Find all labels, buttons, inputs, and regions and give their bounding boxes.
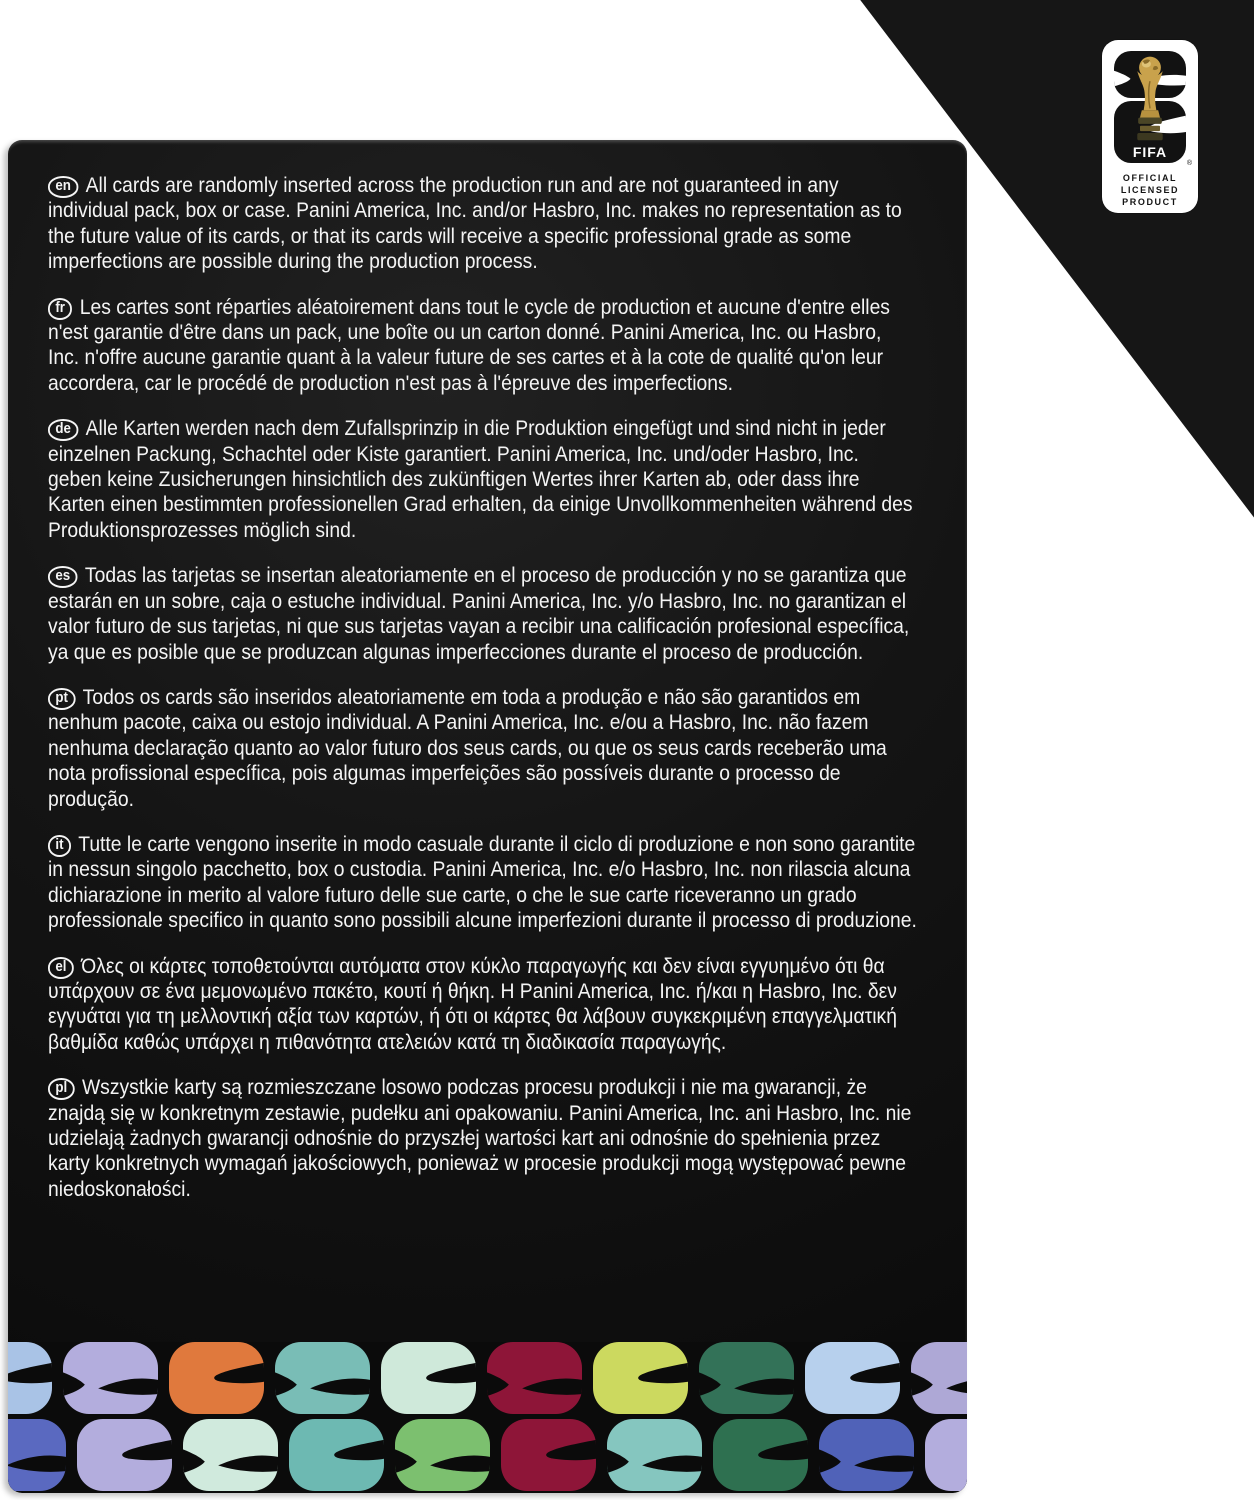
official-licensed-product-label bbox=[1102, 172, 1198, 208]
disclaimer-paragraph-it bbox=[48, 832, 917, 934]
pattern-glyph-2 bbox=[275, 1342, 370, 1414]
pattern-glyph-6 bbox=[8, 1342, 52, 1414]
disclaimer-paragraph-es bbox=[48, 563, 917, 665]
disclaimer-text-es: Todas las tarjetas se insertan aleatoriamente en el proceso de producción y no se garantiza que estarán en un sobre, caja o estuche individual. Panini America, Inc. y/o Hasbro, Inc. no garantizan el valor futuro de sus tarjetas, ni que sus tarjetas vayan a recibir una calificación profesional específica, ya que es posible que se produzcan algunas imperfecciones durante el proceso de producción. bbox=[48, 564, 910, 664]
language-badge-es: es bbox=[48, 566, 78, 588]
disclaimer-paragraph-en bbox=[48, 173, 917, 275]
pattern-glyph-6 bbox=[713, 1419, 808, 1491]
pattern-glyph-2 bbox=[607, 1419, 702, 1491]
pattern-glyph-2 bbox=[819, 1419, 914, 1491]
pattern-glyph-6 bbox=[805, 1342, 900, 1414]
pattern-glyph-6 bbox=[289, 1419, 384, 1491]
pattern-glyph-2 bbox=[395, 1419, 490, 1491]
fifa-official-licensed-badge bbox=[1102, 40, 1198, 213]
language-badge-pl: pl bbox=[48, 1078, 75, 1100]
disclaimer-text-pt: Todos os cards são inseridos aleatoriamente em toda a produção e não são garantidos em nenhum pacote, caixa ou estojo individual. A Panini America, Inc. e/ou a Hasbro, Inc. não fazem nenhuma declaração quanto ao valor futuro dos seus cards, ou que os seus cards receberão uma nota profissional específica, pois algumas imperfeições são possíveis durante o processo de produção. bbox=[48, 685, 887, 811]
pattern-glyph-6 bbox=[925, 1419, 967, 1491]
pattern-glyph-6 bbox=[593, 1342, 688, 1414]
disclaimer-text-block bbox=[8, 140, 967, 1202]
olp-line-3: PRODUCT bbox=[1122, 197, 1178, 207]
olp-line-1: OFFICIAL bbox=[1122, 173, 1178, 183]
pattern-glyph-2 bbox=[63, 1342, 158, 1414]
disclaimer-paragraph-fr bbox=[48, 295, 917, 397]
box-back-panel bbox=[8, 140, 967, 1493]
disclaimer-text-el: Όλες οι κάρτες τοποθετούνται αυτόματα στον κύκλο παραγωγής και δεν είναι εγγυημένο ότι θα υπάρχουν σε ένα μεμονωμένο πακέτο, κουτί ή θήκη. Η Panini America, Inc. ή/και η Hasbro, Inc. δεν εγγυάται για τη μελλοντική αξία των καρτών, ή ότι οι κάρτες θα λάβουν συγκεκριμένη επαγγελματική βαθμίδα καθώς υπάρχει η πιθανότητα ατελειών κατά τη διαδικασία παραγωγής. bbox=[48, 954, 897, 1054]
pattern-glyph-6 bbox=[169, 1342, 264, 1414]
olp-line-2: LICENSED bbox=[1120, 185, 1180, 195]
language-badge-en: en bbox=[48, 176, 78, 198]
disclaimer-text-pl: Wszystkie karty są rozmieszczane losowo podczas procesu produkcji i nie ma gwarancji, że znajdą się w konkretnym zestawie, pudełku ani opakowaniu. Panini America, Inc. ani Hasbro, Inc. nie udzielają żadnych gwarancji odnośnie do przyszłej wartości kart ani odnośnie do spełnienia przez karty konkretnych wymagań jakościowych, ponieważ w procesie produkcji mogą występować pewne niedoskonałości. bbox=[48, 1076, 912, 1201]
pattern-glyph-6 bbox=[381, 1342, 476, 1414]
disclaimer-text-de: Alle Karten werden nach dem Zufallsprinzip in die Produktion eingefügt und sind nicht in jeder einzelnen Packung, Schachtel oder Kiste garantiert. Panini America, Inc. und/oder Hasbro, Inc. geben keine Zusicherungen hinsichtlich des zukünftigen Wertes ihrer Karten ab, oder dass ihre Karten einen bestimmten professionellen Grad erhalten, da einige Unvollkommenheiten während des Produktionsprozesses möglich sind. bbox=[48, 417, 913, 542]
pattern-glyph-2 bbox=[183, 1419, 278, 1491]
world-cup-trophy-icon bbox=[1130, 53, 1170, 153]
disclaimer-paragraph-pl bbox=[48, 1075, 917, 1202]
pattern-glyph-2 bbox=[699, 1342, 794, 1414]
fifa-26-pattern-band bbox=[8, 1342, 967, 1491]
pattern-glyph-6 bbox=[501, 1419, 596, 1491]
pattern-row-top bbox=[8, 1342, 967, 1414]
pattern-glyph-2 bbox=[487, 1342, 582, 1414]
language-badge-fr: fr bbox=[48, 298, 72, 320]
disclaimer-text-en: All cards are randomly inserted across the production run and are not guaranteed in any individual pack, box or case. Panini America, Inc. and/or Hasbro, Inc. makes no representation as to the future value of its cards, or that its cards will receive a specific professional grade as some imperfections are possible during the production process. bbox=[48, 174, 902, 274]
fifa-wordmark: FIFA bbox=[1132, 144, 1168, 160]
registered-trademark-symbol: ® bbox=[1186, 160, 1192, 167]
pattern-row-bottom bbox=[8, 1419, 967, 1491]
language-badge-de: de bbox=[48, 419, 78, 441]
language-badge-el: el bbox=[48, 957, 74, 979]
fifa-26-logo bbox=[1114, 51, 1192, 167]
language-badge-it: it bbox=[48, 835, 71, 857]
pattern-glyph-2 bbox=[911, 1342, 967, 1414]
disclaimer-paragraph-el bbox=[48, 954, 917, 1056]
disclaimer-paragraph-pt bbox=[48, 685, 917, 812]
disclaimer-text-it: Tutte le carte vengono inserite in modo casuale durante il ciclo di produzione e non sono garantite in nessun singolo pacchetto, box o custodia. Panini America, Inc. e/o Hasbro, Inc. non rilascia alcuna dichiarazione in merito al valore futuro delle sue carte, o che le sue carte riceveranno un grado professionale specifico in quanto sono possibili alcune imperfezioni durante il processo di produzione. bbox=[48, 832, 917, 933]
language-badge-pt: pt bbox=[48, 688, 75, 710]
disclaimer-paragraph-de bbox=[48, 416, 917, 543]
pattern-glyph-6 bbox=[77, 1419, 172, 1491]
disclaimer-text-fr: Les cartes sont réparties aléatoirement dans tout le cycle de production et aucune d'entre elles n'est garantie d'être dans un pack, une boîte ou un carton donné. Panini America, Inc. ou Hasbro, Inc. n'offre aucune garantie quant à la valeur future de ses cartes et à la cote de qualité qu'on leur accordera, car le procédé de production n'est pas à l'épreuve des imperfections. bbox=[48, 295, 890, 395]
pattern-glyph-2 bbox=[8, 1419, 66, 1491]
